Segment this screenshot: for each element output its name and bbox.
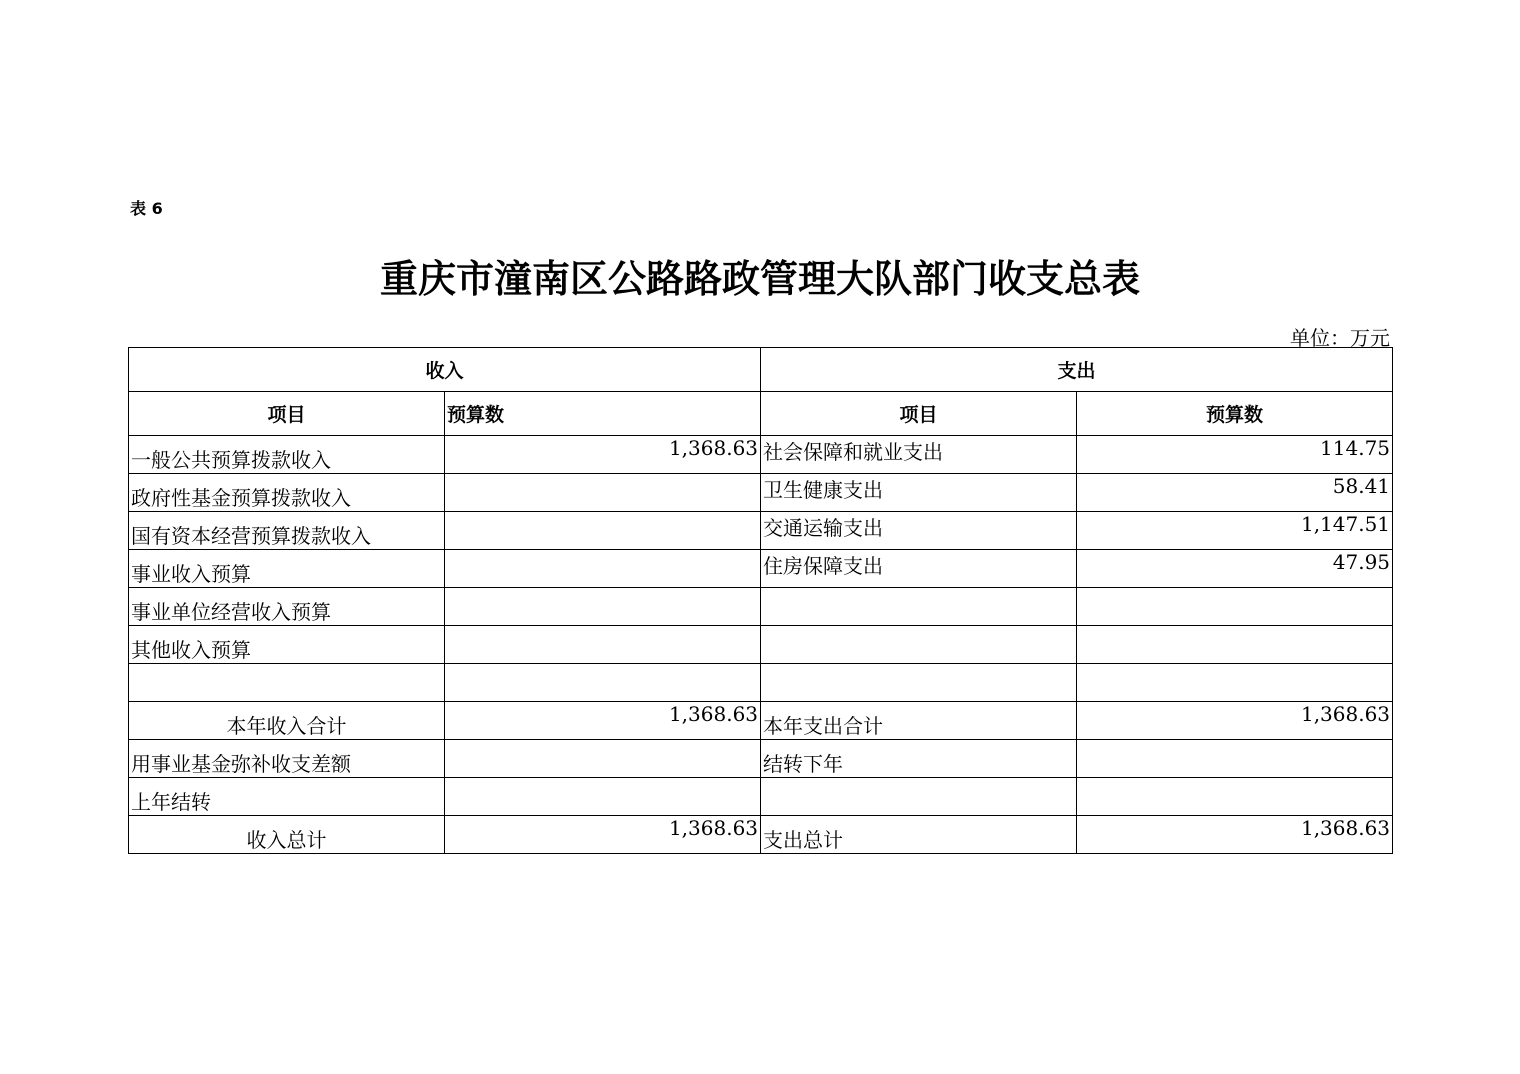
income-item: 事业收入预算 [129, 550, 445, 588]
expense-total-label: 支出总计 [761, 816, 1077, 854]
table-row [129, 778, 1393, 816]
expense-value [1077, 740, 1393, 778]
income-item [129, 664, 445, 702]
expense-budget-header: 预算数 [1077, 392, 1393, 436]
expense-item: 卫生健康支出 [761, 474, 1077, 512]
header-row-sections [129, 348, 1393, 392]
table-row [129, 664, 1393, 702]
expense-item [761, 778, 1077, 816]
income-value [445, 588, 761, 626]
expense-value: 114.75 [1077, 436, 1393, 474]
income-item: 上年结转 [129, 778, 445, 816]
expense-item: 住房保障支出 [761, 550, 1077, 588]
header-row-columns [129, 392, 1393, 436]
income-value [445, 778, 761, 816]
expense-item: 结转下年 [761, 740, 1077, 778]
income-value: 1,368.63 [445, 436, 761, 474]
table-number: 表 6 [130, 199, 163, 218]
expense-item: 社会保障和就业支出 [761, 436, 1077, 474]
income-value [445, 626, 761, 664]
expense-header: 支出 [761, 348, 1393, 392]
expense-item [761, 588, 1077, 626]
income-subtotal-label: 本年收入合计 [129, 702, 445, 740]
expense-value [1077, 778, 1393, 816]
expense-value: 58.41 [1077, 474, 1393, 512]
income-value [445, 512, 761, 550]
income-value [445, 474, 761, 512]
table-row [129, 474, 1393, 512]
income-item: 用事业基金弥补收支差额 [129, 740, 445, 778]
expense-item [761, 626, 1077, 664]
table-row [129, 512, 1393, 550]
income-value [445, 550, 761, 588]
table-row-total [129, 816, 1393, 854]
income-item-header: 项目 [129, 392, 445, 436]
expense-subtotal-value: 1,368.63 [1077, 702, 1393, 740]
expense-total-value: 1,368.63 [1077, 816, 1393, 854]
table-row-subtotal [129, 702, 1393, 740]
expense-value [1077, 664, 1393, 702]
income-item: 其他收入预算 [129, 626, 445, 664]
income-item: 国有资本经营预算拨款收入 [129, 512, 445, 550]
expense-value [1077, 626, 1393, 664]
expense-value: 47.95 [1077, 550, 1393, 588]
income-item: 一般公共预算拨款收入 [129, 436, 445, 474]
income-item: 事业单位经营收入预算 [129, 588, 445, 626]
table-row [129, 740, 1393, 778]
unit-label: 单位：万元 [1290, 326, 1390, 350]
table-row [129, 436, 1393, 474]
page-title: 重庆市潼南区公路路政管理大队部门收支总表 [379, 257, 1140, 301]
table-row [129, 550, 1393, 588]
income-header: 收入 [129, 348, 761, 392]
income-value [445, 740, 761, 778]
expense-value: 1,147.51 [1077, 512, 1393, 550]
table-row [129, 588, 1393, 626]
expense-item: 交通运输支出 [761, 512, 1077, 550]
income-value [445, 664, 761, 702]
budget-summary-table [128, 347, 1393, 854]
table-row [129, 626, 1393, 664]
income-total-value: 1,368.63 [445, 816, 761, 854]
income-total-label: 收入总计 [129, 816, 445, 854]
income-item: 政府性基金预算拨款收入 [129, 474, 445, 512]
expense-item-header: 项目 [761, 392, 1077, 436]
expense-subtotal-label: 本年支出合计 [761, 702, 1077, 740]
income-budget-header: 预算数 [445, 392, 761, 436]
income-subtotal-value: 1,368.63 [445, 702, 761, 740]
expense-value [1077, 588, 1393, 626]
expense-item [761, 664, 1077, 702]
